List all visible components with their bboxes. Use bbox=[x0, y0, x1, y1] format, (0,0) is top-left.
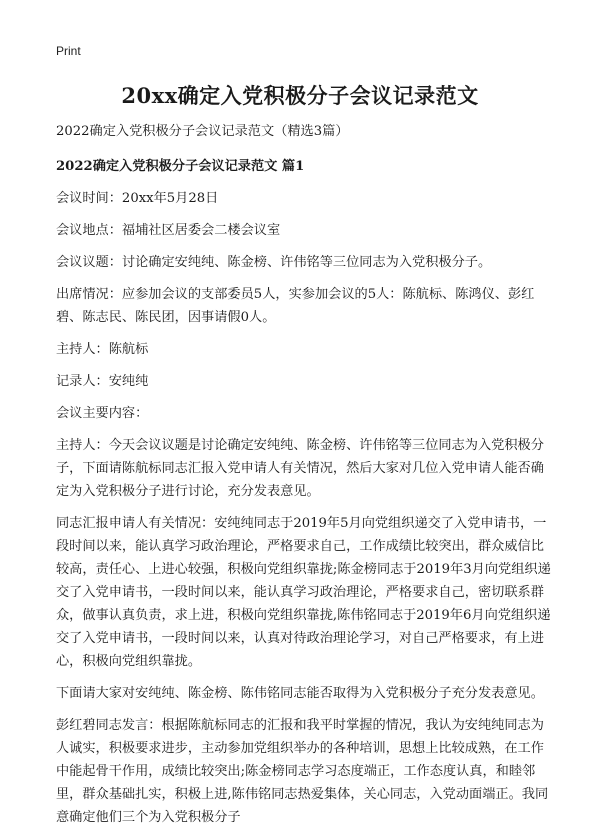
section-heading: 2022确定入党积极分子会议记录范文 篇1 bbox=[56, 159, 305, 174]
print-label[interactable]: Print bbox=[56, 44, 81, 58]
recorder: 记录人：安纯纯 bbox=[56, 374, 149, 389]
applicant-report: 同志汇报申请人有关情况：安纯纯同志于2019年5月向党组织递交了入党申请书，一段时间以来，能认真学习政治理论，严格要求自己，工作成绩比较突出，群众威信比较高，责任心、上进心较强，积极向党组织靠拢;陈金榜同志于2019年3月向党组织递交了入党申请书，一段时间以来，能认真学习政治理论，严格要求自己，密切联系群众，做事认真负责，求上进，积极向党组织靠拢,陈伟铭同志于2019年6月向党组织递交了入党申请书，一段时间以来，认真对待政治理论学习，对自己严格要求，有上进心，积极向党组织靠拢。 bbox=[56, 516, 551, 669]
main-content-heading: 会议主要内容： bbox=[56, 406, 149, 421]
discussion-prompt: 下面请大家对安纯纯、陈金榜、陈伟铭同志能否取得为入党积极分子充分发表意见。 bbox=[56, 686, 544, 701]
document-subtitle: 2022确定入党积极分子会议记录范文（精选3篇） bbox=[56, 124, 349, 139]
host: 主持人：陈航标 bbox=[56, 342, 149, 357]
document-body bbox=[56, 120, 552, 838]
host-statement: 主持人：今天会议议题是讨论确定安纯纯、陈金榜、许伟铭等三位同志为入党积极分子，下面请陈航标同志汇报入党申请人有关情况，然后大家对几位入党申请人能否确定为入党积极分子进行讨论，充分发表意见。 bbox=[56, 438, 544, 499]
meeting-topic: 会议议题：讨论确定安纯纯、陈金榜、许伟铭等三位同志为入党积极分子。 bbox=[56, 255, 492, 270]
member-speech: 彭红碧同志发言：根据陈航标同志的汇报和我平时掌握的情况，我认为安纯纯同志为人诚实，积极要求进步，主动参加党组织举办的各种培训，思想上比较成熟，在工作中能起骨干作用，成绩比较突出;陈金榜同志学习态度端正，工作态度认真，和睦邻里，群众基础扎实，积极上进,陈伟铭同志热爱集体，关心同志，入党动面端正。我同意确定他们三个为入党积极分子 bbox=[56, 718, 549, 825]
meeting-location: 会议地点：福埔社区居委会二楼会议室 bbox=[56, 223, 281, 238]
document-title: 20xx确定入党积极分子会议记录范文 bbox=[121, 83, 479, 108]
attendance: 出席情况：应参加会议的支部委员5人，实参加会议的5人：陈航标、陈鸿仪、彭红碧、陈志民、陈民团，因事请假0人。 bbox=[56, 287, 535, 325]
meeting-time: 会议时间：20xx年5月28日 bbox=[56, 191, 219, 206]
